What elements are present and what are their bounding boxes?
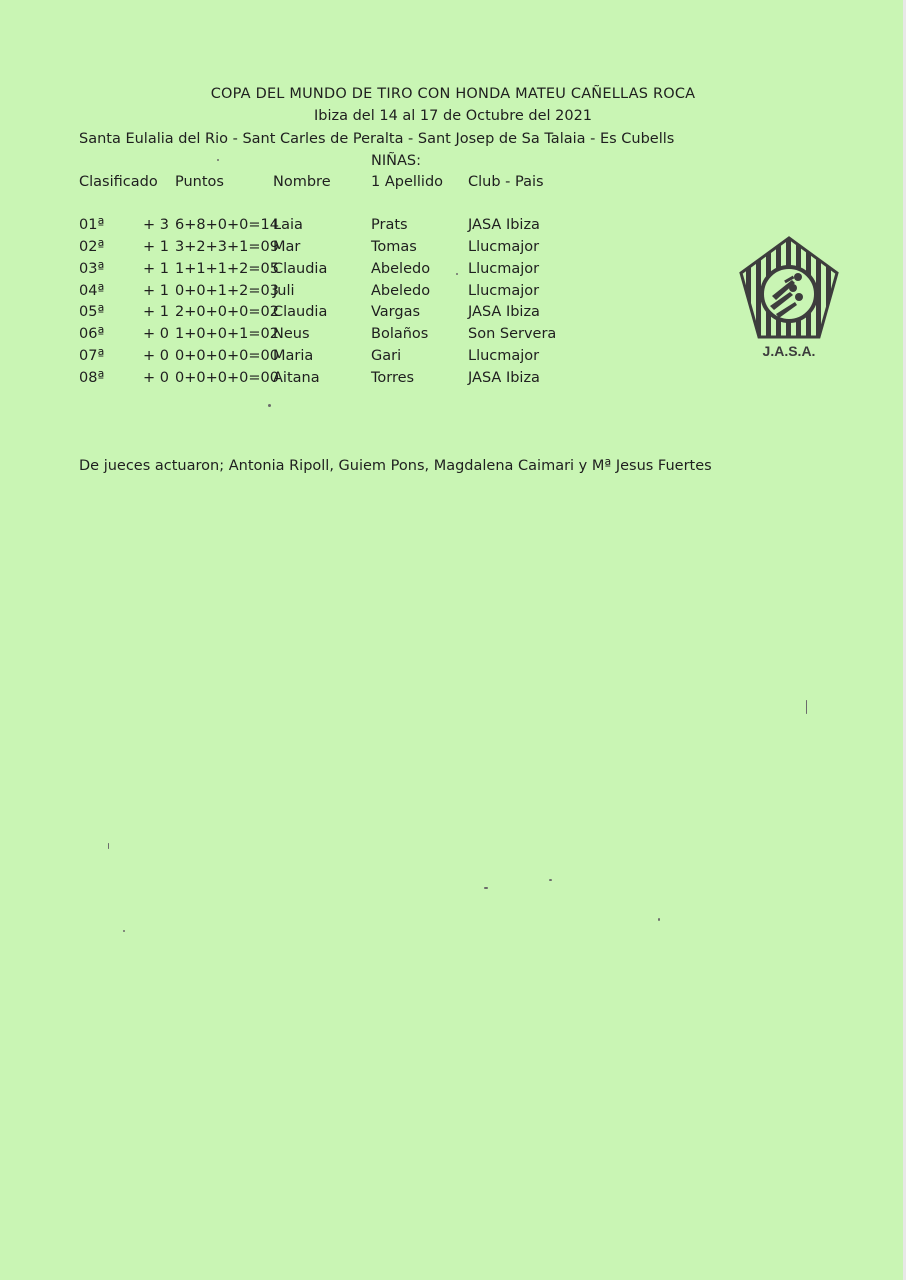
cell-points: 6+8+0+0=14 xyxy=(175,217,279,233)
judges-note: De jueces actuaron; Antonia Ripoll, Guiem Pons, Magdalena Caimari y Mª Jesus Fuertes xyxy=(79,458,712,474)
cell-position: 08ª xyxy=(79,370,105,386)
cell-club: Llucmajor xyxy=(468,348,540,364)
cell-club: Llucmajor xyxy=(468,239,540,255)
event-dates: Ibiza del 14 al 17 de Octubre del 2021 xyxy=(313,108,593,124)
cell-bonus: + 0 xyxy=(143,348,169,364)
column-header-points: Puntos xyxy=(175,174,224,190)
document-title: COPA DEL MUNDO DE TIRO CON HONDA MATEU CAÑELLAS ROCA xyxy=(210,86,696,102)
cell-club: Llucmajor xyxy=(468,261,540,277)
cell-name: Claudia xyxy=(273,304,328,320)
cell-position: 03ª xyxy=(79,261,105,277)
scan-speck xyxy=(268,404,271,407)
cell-points: 2+0+0+0=02 xyxy=(175,304,279,320)
cell-name: Maria xyxy=(273,348,314,364)
scan-speck xyxy=(217,159,219,161)
table-row xyxy=(0,370,906,392)
column-header-club: Club - Pais xyxy=(468,174,544,190)
jasa-pentagon-logo-icon xyxy=(741,234,837,344)
cell-club: JASA Ibiza xyxy=(468,304,540,320)
cell-surname: Abeledo xyxy=(371,283,431,299)
cell-position: 04ª xyxy=(79,283,105,299)
cell-position: 02ª xyxy=(79,239,105,255)
column-header-position: Clasificado xyxy=(79,174,158,190)
cell-surname: Torres xyxy=(371,370,415,386)
category-heading: NIÑAS: xyxy=(371,153,421,169)
cell-bonus: + 1 xyxy=(143,283,169,299)
cell-points: 0+0+1+2=03 xyxy=(175,283,279,299)
cell-club: JASA Ibiza xyxy=(468,217,540,233)
cell-name: Mar xyxy=(273,239,301,255)
cell-points: 1+0+0+1=02 xyxy=(175,326,279,342)
cell-bonus: + 1 xyxy=(143,304,169,320)
cell-bonus: + 1 xyxy=(143,261,169,277)
scan-speck xyxy=(806,700,807,714)
jasa-logo xyxy=(736,234,842,362)
cell-surname: Tomas xyxy=(371,239,417,255)
event-locations: Santa Eulalia del Rio - Sant Carles de Peralta - Sant Josep de Sa Talaia - Es Cubells xyxy=(79,131,675,147)
cell-points: 3+2+3+1=09 xyxy=(175,239,279,255)
scan-speck xyxy=(108,843,109,849)
logo-label: J.A.S.A. xyxy=(762,343,816,359)
cell-club: Llucmajor xyxy=(468,283,540,299)
scan-speck xyxy=(658,918,660,921)
cell-club: JASA Ibiza xyxy=(468,370,540,386)
cell-name: Aitana xyxy=(273,370,320,386)
cell-bonus: + 0 xyxy=(143,326,169,342)
cell-position: 07ª xyxy=(79,348,105,364)
cell-bonus: + 1 xyxy=(143,239,169,255)
cell-position: 06ª xyxy=(79,326,105,342)
scan-speck xyxy=(484,887,488,889)
cell-surname: Bolaños xyxy=(371,326,429,342)
cell-name: Claudia xyxy=(273,261,328,277)
cell-bonus: + 0 xyxy=(143,370,169,386)
cell-surname: Gari xyxy=(371,348,402,364)
cell-name: Juli xyxy=(273,283,295,299)
cell-name: Neus xyxy=(273,326,310,342)
cell-bonus: + 3 xyxy=(143,217,169,233)
cell-points: 0+0+0+0=00 xyxy=(175,370,279,386)
column-header-surname: 1 Apellido xyxy=(371,174,444,190)
cell-surname: Vargas xyxy=(371,304,421,320)
cell-club: Son Servera xyxy=(468,326,557,342)
scan-speck xyxy=(123,930,125,932)
cell-surname: Prats xyxy=(371,217,408,233)
cell-points: 1+1+1+2=05 xyxy=(175,261,279,277)
cell-points: 0+0+0+0=00 xyxy=(175,348,279,364)
cell-position: 01ª xyxy=(79,217,105,233)
cell-surname: Abeledo xyxy=(371,261,431,277)
cell-name: Laia xyxy=(273,217,303,233)
scan-speck xyxy=(456,273,458,275)
scan-speck xyxy=(549,879,552,881)
cell-position: 05ª xyxy=(79,304,105,320)
column-header-name: Nombre xyxy=(273,174,331,190)
